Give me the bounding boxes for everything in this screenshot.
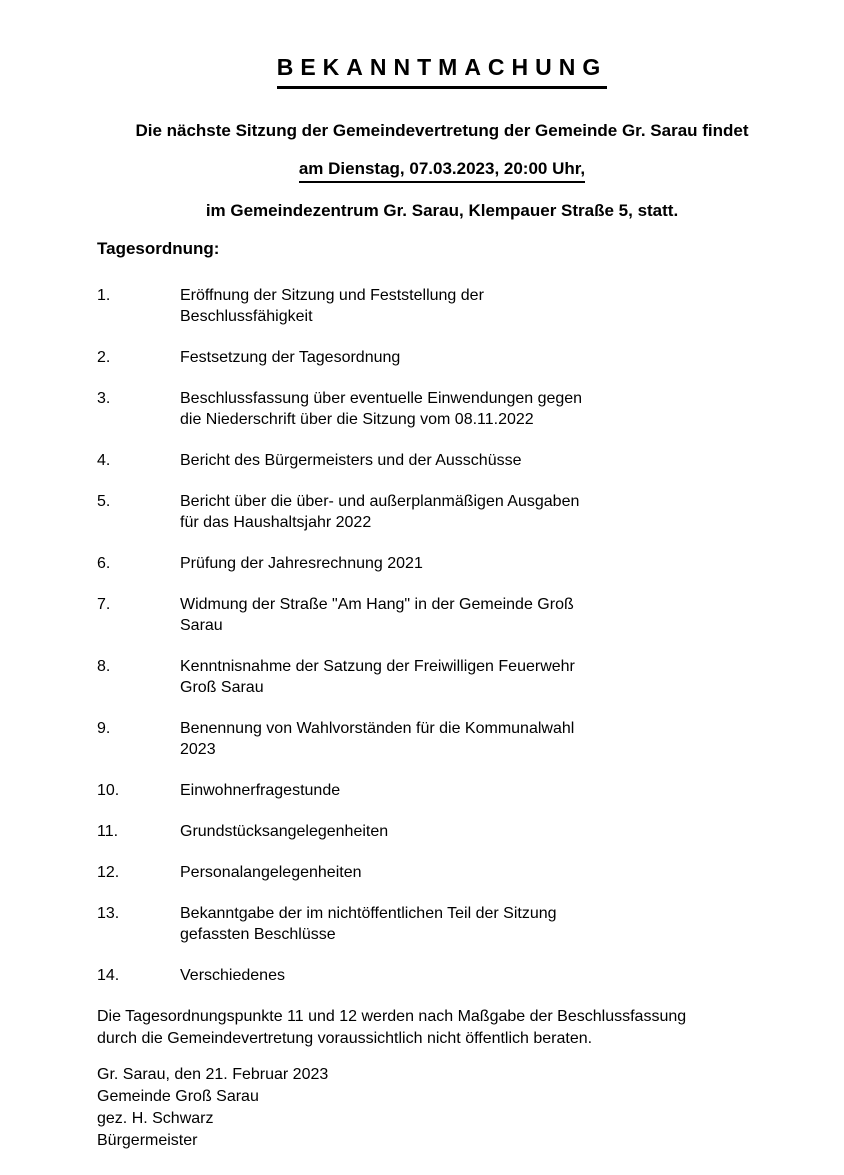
agenda-item-text xyxy=(180,718,787,760)
agenda-item xyxy=(97,965,787,986)
agenda-item xyxy=(97,594,787,636)
agenda-item-line: Grundstücksangelegenheiten xyxy=(180,823,389,840)
agenda-item xyxy=(97,388,787,430)
agenda-item-line: Kenntnisnahme der Satzung der Freiwilligen Feuerwehr xyxy=(180,658,575,675)
agenda-item-text xyxy=(180,347,787,368)
agenda-item-line: 2023 xyxy=(180,741,216,758)
agenda-item-text xyxy=(180,491,787,533)
agenda-item-line: gefassten Beschlüsse xyxy=(180,926,336,943)
text-line: Die Tagesordnungspunkte 11 und 12 werden nach Maßgabe der Beschlussfassung xyxy=(97,1008,687,1025)
agenda-item-number: 6. xyxy=(97,555,111,572)
agenda-item-line: Bericht über die über- und außerplanmäßigen Ausgaben xyxy=(180,493,580,510)
text-line: gez. H. Schwarz xyxy=(97,1110,214,1127)
agenda-item xyxy=(97,347,787,368)
agenda-item-text xyxy=(180,450,787,471)
agenda-item-number: 11. xyxy=(97,823,119,840)
agenda-item-number: 8. xyxy=(97,658,111,675)
agenda-item-number: 12. xyxy=(97,864,120,881)
agenda-item-line: Bekanntgabe der im nichtöffentlichen Teil der Sitzung xyxy=(180,905,557,922)
agenda-item-line: Beschlussfähigkeit xyxy=(180,308,313,325)
intro-line-date-row xyxy=(97,159,787,183)
text-line: Gemeinde Groß Sarau xyxy=(97,1088,259,1105)
agenda-item xyxy=(97,862,787,883)
agenda-item-line: Bericht des Bürgermeisters und der Ausschüsse xyxy=(180,452,522,469)
agenda-item xyxy=(97,285,787,327)
agenda-item-line: Festsetzung der Tagesordnung xyxy=(180,349,401,366)
agenda-item-number: 9. xyxy=(97,720,111,737)
agenda-item-line: Prüfung der Jahresrechnung 2021 xyxy=(180,555,423,572)
agenda-item-line: Einwohnerfragestunde xyxy=(180,782,341,799)
intro-line-location: im Gemeindezentrum Gr. Sarau, Klempauer Straße 5, statt. xyxy=(205,201,679,220)
agenda-item-text xyxy=(180,656,787,698)
agenda-item-text xyxy=(180,553,787,574)
agenda-item xyxy=(97,780,787,801)
agenda-item-number: 13. xyxy=(97,905,120,922)
agenda-item-line: Groß Sarau xyxy=(180,679,264,696)
agenda-item xyxy=(97,656,787,698)
non-public-note xyxy=(97,1006,787,1050)
agenda-item-number: 5. xyxy=(97,493,111,510)
agenda-item-line: Personalangelegenheiten xyxy=(180,864,362,881)
text-line: Gr. Sarau, den 21. Februar 2023 xyxy=(97,1066,329,1083)
agenda-item-line: die Niederschrift über die Sitzung vom 08.11.2022 xyxy=(180,411,534,428)
agenda-item xyxy=(97,450,787,471)
agenda-item-text xyxy=(180,862,787,883)
agenda-item-number: 3. xyxy=(97,390,111,407)
agenda-item-line: Sarau xyxy=(180,617,223,634)
agenda-item-line: Benennung von Wahlvorständen für die Kommunalwahl xyxy=(180,720,575,737)
agenda-item xyxy=(97,718,787,760)
agenda-item-text xyxy=(180,388,787,430)
agenda-item-text xyxy=(180,780,787,801)
intro-line-sitzung: Die nächste Sitzung der Gemeindevertretung der Gemeinde Gr. Sarau findet xyxy=(135,121,749,140)
agenda-item-line: Beschlussfassung über eventuelle Einwendungen gegen xyxy=(180,390,583,407)
agenda-item-number: 7. xyxy=(97,596,111,613)
agenda-list xyxy=(97,285,787,986)
agenda-item xyxy=(97,553,787,574)
agenda-item-number: 1. xyxy=(97,287,111,304)
agenda-item-number: 2. xyxy=(97,349,111,366)
agenda-item-text xyxy=(180,821,787,842)
agenda-heading: Tagesordnung: xyxy=(97,239,220,258)
agenda-item xyxy=(97,491,787,533)
agenda-item-number: 10. xyxy=(97,782,120,799)
agenda-item xyxy=(97,903,787,945)
agenda-item-line: für das Haushaltsjahr 2022 xyxy=(180,514,372,531)
text-line: durch die Gemeindevertretung voraussichtlich nicht öffentlich beraten. xyxy=(97,1030,593,1047)
agenda-item-line: Eröffnung der Sitzung und Feststellung der xyxy=(180,287,484,304)
text-line: Bürgermeister xyxy=(97,1132,198,1149)
agenda-item-number: 14. xyxy=(97,967,120,984)
document-content xyxy=(97,54,787,1152)
signature-block xyxy=(97,1064,787,1152)
document-title: BEKANNTMACHUNG xyxy=(277,54,608,89)
agenda-item-line: Verschiedenes xyxy=(180,967,285,984)
intro-line-date: am Dienstag, 07.03.2023, 20:00 Uhr, xyxy=(299,159,585,183)
agenda-item-text xyxy=(180,285,787,327)
agenda-item-text xyxy=(180,903,787,945)
document-title-row xyxy=(97,54,787,89)
agenda-item-line: Widmung der Straße "Am Hang" in der Gemeinde Groß xyxy=(180,596,574,613)
agenda-item-number: 4. xyxy=(97,452,111,469)
agenda-item-text xyxy=(180,965,787,986)
agenda-item xyxy=(97,821,787,842)
agenda-item-text xyxy=(180,594,787,636)
